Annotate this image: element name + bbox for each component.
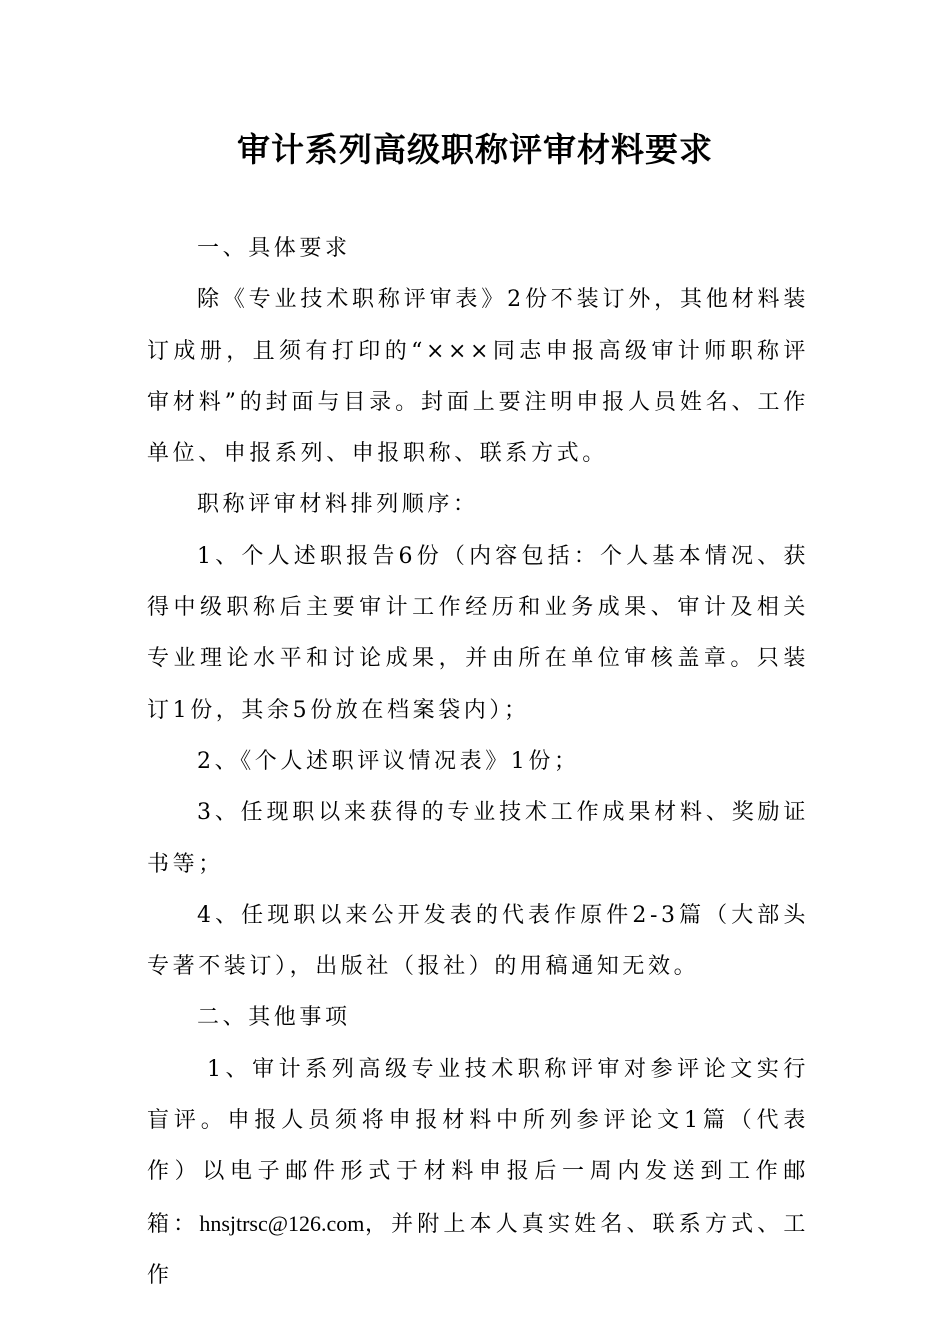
other-item-1-text-continued: ，并附上本人真实姓名、联系方式、工作	[147, 1211, 810, 1288]
section-heading-1: 一、具体要求	[197, 236, 351, 261]
document-title: 审计系列高级职称评审材料要求	[237, 130, 713, 169]
paragraph-binding-requirement: 除《专业技术职称评审表》2份不装订外，其他材料装订成册，且须有打印的“×××同志申报高级审计师职称评审材料”的封面与目录。封面上要注明申报人员姓名、工作单位、申报系列、申报职称、联系方式。	[147, 287, 809, 467]
section-heading-2: 二、其他事项	[197, 1005, 351, 1031]
list-item-1: 1、个人述职报告6份（内容包括：个人基本情况、获得中级职称后主要审计工作经历和业务成果、审计及相关专业理论水平和讨论成果，并由所在单位审核盖章。只装订1份，其余5份放在档案袋内）；	[147, 543, 809, 723]
other-item-1	[147, 1044, 809, 1301]
list-item-4: 4、任现职以来公开发表的代表作原件2-3篇（大部头专著不装订），出版社（报社）的用稿通知无效。	[147, 902, 809, 980]
list-item-2: 2、《个人述职评议情况表》1份；	[197, 748, 580, 774]
list-item-3: 3、任现职以来获得的专业技术工作成果材料、奖励证书等；	[147, 800, 809, 877]
email-address: hnsjtrsc@126.com	[199, 1210, 365, 1236]
other-item-1-text: 1、审计系列高级专业技术职称评审对参评论文实行盲评。申报人员须将申报材料中所列参评论文1篇（代表作）以电子邮件形式于材料申报后一周内发送到工作邮箱：	[147, 1056, 809, 1237]
document-body	[147, 223, 809, 1301]
paragraph-order-heading: 职称评审材料排列顺序：	[197, 492, 479, 518]
